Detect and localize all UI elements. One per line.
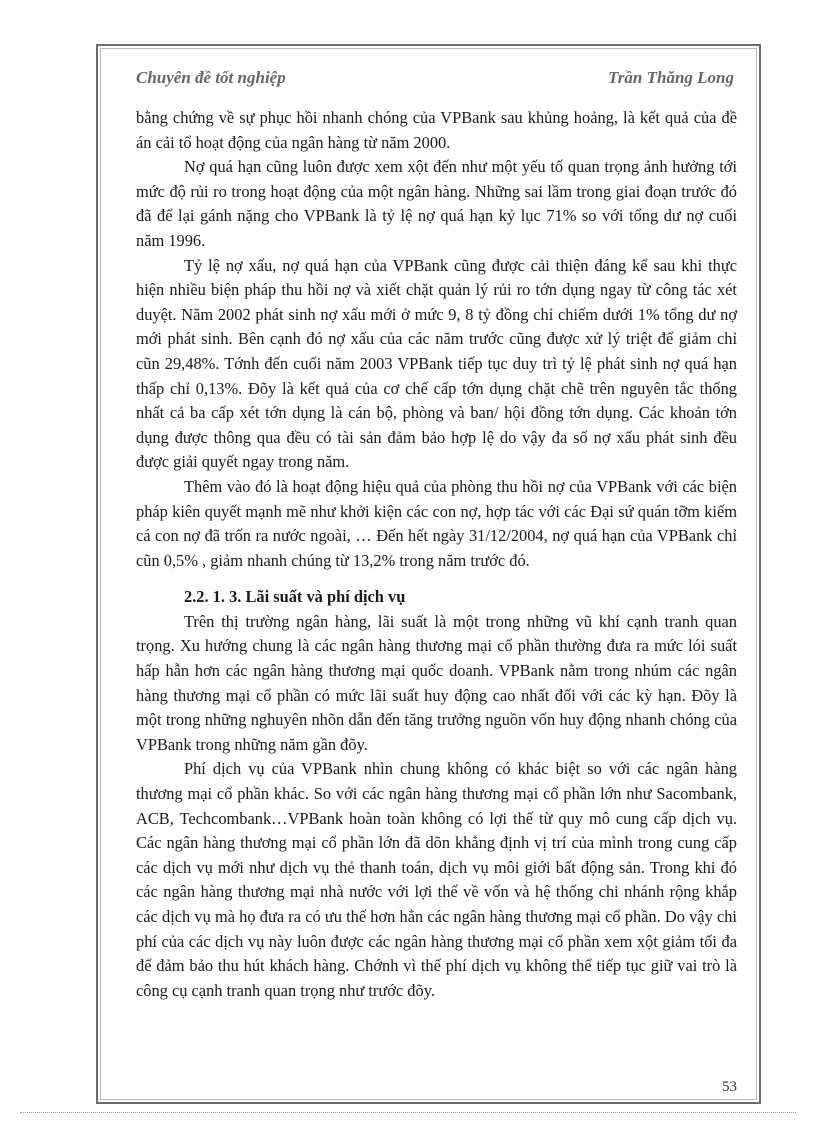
paragraph-overdue-debt: Nợ quá hạn cũng luôn được xem xột đến như một yếu tố quan trọng ảnh hưởng tới mức độ rủi ro trong hoạt động của một ngân hàng. Những sai lầm trong giai đoạn trước đó đã để lại gánh nặng cho VPBank là tỷ lệ nợ quá hạn kỷ lục 71% so với tổng dư nợ cuối năm 1996. bbox=[136, 157, 737, 250]
paragraph-debt-recovery: Thêm vào đó là hoạt động hiệu quả của phòng thu hồi nợ của VPBank với các biện pháp kiên quyết mạnh mẽ như khởi kiện các con nợ, hợp tác với các Đại sứ quán tỡm kiếm cá con nợ đã trốn ra nước ngoài, … Đến hết ngày 31/12/2004, nợ quá hạn của VPBank chỉ cũn 0,5% , giảm nhanh chúng từ 13,2% trong năm trước đó. bbox=[136, 476, 737, 570]
paragraph-interest-rate: Trên thị trường ngân hàng, lãi suất là một trong những vũ khí cạnh tranh quan trọng. Xu hướng chung là các ngân hàng thương mại cổ phần thường đưa ra mức lói suất hấp hẫn hơn các ngân hàng thương mại quốc doanh. VPBank nằm trong nhúm các ngân hàng thương mại cổ phần có mức lãi suất huy động cao nhất đối với các kỳ hạn. Đõy là một trong những nghuyên nhõn dẫn đến tăng trưởng nguồn vốn huy động nhanh chóng của VPBank trong những năm gần đõy. bbox=[136, 611, 737, 754]
section-heading: 2.2. 1. 3. Lãi suất và phí dịch vụ bbox=[184, 587, 406, 607]
paragraph-service-fee: Phí dịch vụ của VPBank nhìn chung không có khác biệt so với các ngân hàng thương mại cổ phần khác. So với các ngân hàng thương mại cổ phần lớn như Sacombank, ACB, Techcombank…VPBank hoàn toàn không có lợi thế từ quy mô cung cấp dịch vụ. Các ngân hàng thương mại cổ phần lớn đã dõn khẳng định vị trí của mình trong cung cấp các dịch vụ mới như dịch vụ thẻ thanh toán, dịch vụ môi giới bất động sản. Trong khi đó các ngân hàng thương mại nhà nước với lợi thế về vốn và hệ thống chi nhánh rộng khắp các dịch vụ mà họ đưa ra có ưu thế hơn hẳn các ngân hàng thương mại cổ phần. Do vậy chi phí của các dịch vụ này luôn được các ngân hàng thương mại cổ phần xem xột giảm tối đa để đảm bảo thu hút khách hàng. Chớnh vì thế phí dịch vụ không thể tiếp tục giữ vai trò là công cụ cạnh tranh quan trọng như trước đõy. bbox=[136, 759, 737, 1000]
footer-divider bbox=[20, 1112, 796, 1113]
header-author: Trần Thăng Long bbox=[608, 68, 734, 87]
header-document-type: Chuyên đề tốt nghiệp bbox=[136, 68, 286, 87]
paragraph-continuation: bằng chứng về sự phục hồi nhanh chóng của VPBank sau khủng hoảng, là kết quả của đề án cải tổ hoạt động của ngân hàng từ năm 2000. bbox=[136, 108, 737, 152]
document-body bbox=[136, 106, 737, 1003]
page-number: 53 bbox=[722, 1079, 737, 1095]
paragraph-bad-debt-ratio: Tỷ lệ nợ xấu, nợ quá hạn của VPBank cũng được cải thiện đáng kể sau khi thực hiện nhiều biện pháp thu hồi nợ và xiết chặt quản lý rủi ro tớn dụng ngay từ công tác xét duyệt. Năm 2002 phát sinh nợ xấu mới ở mức 9, 8 tỷ đồng chỉ chiếm dưới 1% tổng dư nợ mới phát sinh. Bên cạnh đó nợ xấu của các năm trước cũng được xử lý triệt để giảm chỉ cũn 29,48%. Tớnh đến cuối năm 2003 VPBank tiếp tục duy trì tỷ lệ phát sinh nợ quá hạn thấp chỉ 0,13%. Đõy là kết quả của cơ chế cấp tớn dụng chặt chẽ trên nguyên tắc thống nhất cả ba cấp xét tớn dụng là cán bộ, phòng và ban/ hội đồng tớn dụng. Các khoản tớn dụng được thông qua đều có tài sản đảm bảo hợp lệ do vậy đa số nợ xấu phát sinh đều được giải quyết ngay trong năm. bbox=[136, 255, 737, 472]
page-header bbox=[136, 68, 734, 88]
